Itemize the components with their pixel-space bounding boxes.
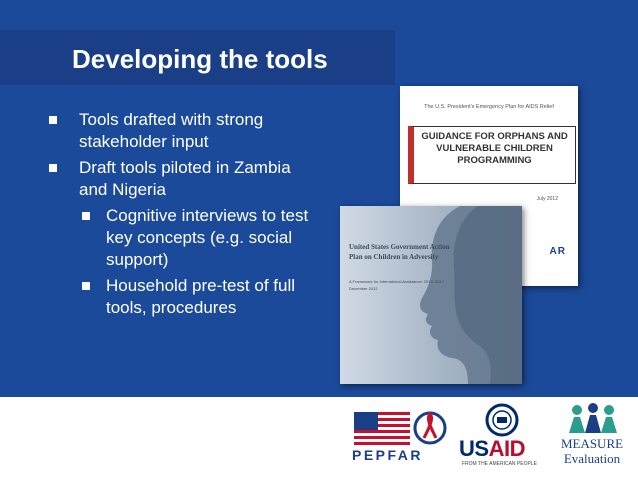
action-plan-document-cover [340,206,522,384]
guidance-date: July 2012 [536,196,558,202]
guidance-header: The U.S. President's Emergency Plan for AIDS Relief [424,104,554,110]
measure-people-icon [565,403,621,435]
sub-bullet-text: Household pre-test of full tools, procedures [106,276,295,317]
pepfar-logo-text: PEPFAR [352,447,424,463]
sub-bullet-text: Cognitive interviews to test key concepts (e.g. social support) [106,206,309,269]
bullet-item [0,109,320,153]
bullet-text: Tools drafted with strong stakeholder input [79,110,264,151]
usaid-aid: AID [488,436,525,461]
guidance-logo: AR [549,246,566,257]
bullet-marker [49,164,57,172]
slide-title: Developing the tools [72,44,328,74]
usaid-seal-icon [485,403,519,437]
action-plan-subtitle [349,278,469,292]
action-plan-title: United States Government Action Plan on Children in Adversity [349,243,450,261]
action-plan-date: December 2012 [349,286,378,291]
sub-bullet-item [0,275,320,319]
sub-bullet-marker [82,282,90,290]
child-silhouette-icon [340,206,522,384]
logo-footer [0,397,638,479]
bullet-marker [49,116,57,124]
bullet-text: Draft tools piloted in Zambia and Nigeria [79,158,291,199]
usaid-us: US [459,436,489,461]
sub-bullet-marker [82,212,90,220]
bullet-list [0,109,320,323]
us-flag-icon [354,412,410,446]
measure-line1: MEASURE [560,436,624,451]
action-plan-framework: A Framework for International Assistance: 2012–2017 [349,279,444,284]
bullet-item [0,157,320,201]
measure-line2: Evaluation [563,451,621,466]
guidance-title: GUIDANCE FOR ORPHANS AND VULNERABLE CHILDREN PROGRAMMING [408,126,576,184]
measure-evaluation-logo [552,436,632,466]
sub-bullet-item [0,205,320,271]
usaid-tagline: FROM THE AMERICAN PEOPLE [462,461,537,467]
usaid-logo-text [459,436,525,462]
pepfar-ribbon-icon [410,408,450,448]
